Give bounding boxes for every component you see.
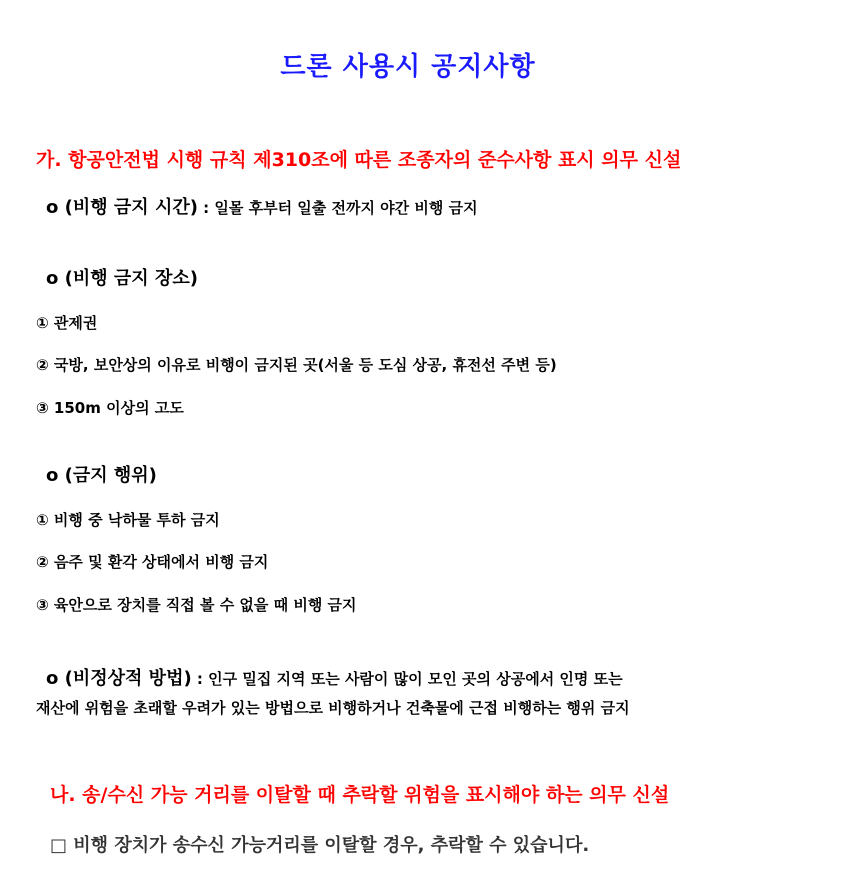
section-a-heading: 가. 항공안전법 시행 규칙 제310조에 따른 조종자의 준수사항 표시 의무 신설	[36, 149, 682, 171]
no-fly-place-label: ο (비행 금지 장소)	[46, 268, 198, 289]
no-fly-place-item: ② 국방, 보안상의 이유로 비행이 금지된 곳(서울 등 도심 상공, 휴전선 주변 등)	[36, 356, 557, 374]
section-b-heading: 나. 송/수신 가능 거리를 이탈할 때 추락할 위험을 표시해야 하는 의무 신설	[50, 784, 670, 806]
prohibited-acts-label: ο (금지 행위)	[46, 465, 157, 486]
fall-risk-notice: □ 비행 장치가 송수신 가능거리를 이탈할 경우, 추락할 수 있습니다.	[50, 835, 590, 856]
no-fly-time-desc: : 일몰 후부터 일출 전까지 야간 비행 금지	[197, 199, 478, 217]
page-title: 드론 사용시 공지사항	[280, 52, 536, 82]
no-fly-place-item: ③ 150m 이상의 고도	[36, 399, 184, 417]
no-fly-place-item: ① 관제권	[36, 314, 98, 332]
abnormal-method-line	[46, 664, 623, 690]
abnormal-method-desc-continued: 재산에 위험을 초래할 우려가 있는 방법으로 비행하거나 건축물에 근접 비행하는 행위 금지	[36, 699, 630, 717]
prohibited-act-item: ① 비행 중 낙하물 투하 금지	[36, 511, 220, 529]
prohibited-act-item: ③ 육안으로 장치를 직접 볼 수 없을 때 비행 금지	[36, 596, 357, 614]
no-fly-time-label: ο (비행 금지 시간)	[46, 197, 198, 218]
abnormal-method-desc: : 인구 밀집 지역 또는 사람이 많이 모인 곳의 상공에서 인명 또는	[191, 670, 623, 688]
abnormal-method-label: ο (비정상적 방법)	[46, 668, 192, 689]
no-fly-time-line	[46, 193, 478, 219]
prohibited-act-item: ② 음주 및 환각 상태에서 비행 금지	[36, 553, 269, 571]
